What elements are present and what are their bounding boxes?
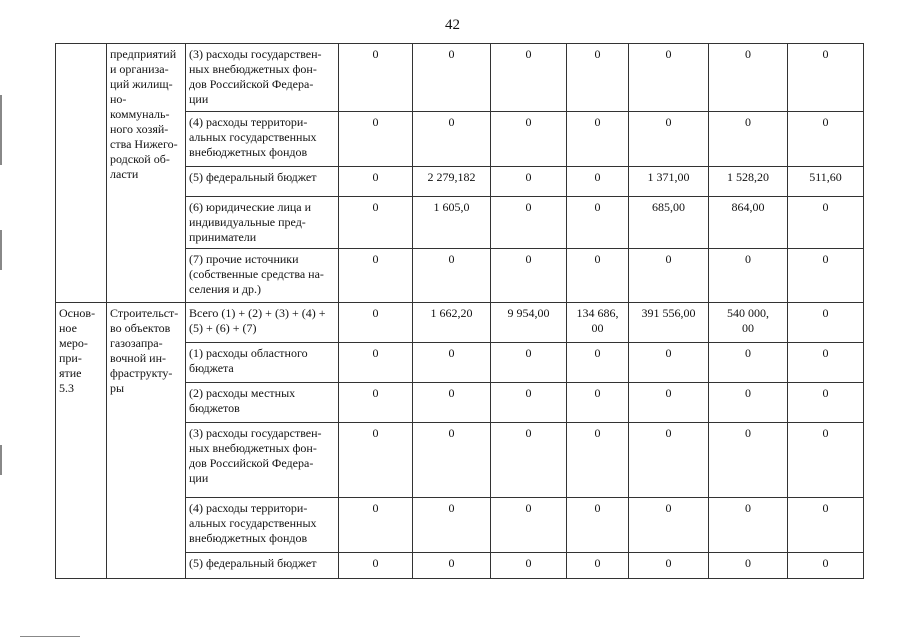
funding-source-cell: (4) расходы территори- альных государственных внебюджетных фондов [186,498,339,553]
scan-edge-mark [0,95,2,165]
amount-cell: 134 686, 00 [567,303,629,343]
amount-cell: 0 [491,383,567,423]
amount-cell: 0 [709,112,788,167]
amount-cell: 391 556,00 [629,303,709,343]
amount-cell: 1 528,20 [709,167,788,197]
amount-cell: 0 [567,249,629,303]
amount-cell: 0 [567,423,629,498]
amount-cell: 0 [491,553,567,579]
measure-name-cell: предприятий и организа- ций жилищ- но- коммуналь- ного хозяй- ства Нижего- родской об- ласти [107,44,186,303]
amount-cell: 0 [629,44,709,112]
amount-cell: 0 [339,553,413,579]
amount-cell: 0 [629,343,709,383]
amount-cell: 0 [567,553,629,579]
measure-name-cell: Строительст- во объектов газозапра- вочной ин- фраструкту- ры [107,303,186,579]
amount-cell: 0 [788,249,864,303]
amount-cell: 0 [788,112,864,167]
amount-cell: 0 [491,167,567,197]
amount-cell: 0 [788,383,864,423]
amount-cell: 0 [491,343,567,383]
amount-cell: 0 [709,498,788,553]
amount-cell: 0 [339,343,413,383]
amount-cell: 0 [413,423,491,498]
amount-cell: 0 [567,383,629,423]
scan-edge-mark [0,230,2,270]
amount-cell: 0 [709,423,788,498]
amount-cell: 0 [788,553,864,579]
amount-cell: 0 [413,498,491,553]
funding-source-cell: (7) прочие источники (собственные средства на- селения и др.) [186,249,339,303]
amount-cell: 0 [567,44,629,112]
amount-cell: 9 954,00 [491,303,567,343]
amount-cell: 0 [339,112,413,167]
amount-cell: 0 [339,498,413,553]
amount-cell: 1 662,20 [413,303,491,343]
amount-cell: 685,00 [629,197,709,249]
amount-cell: 0 [629,498,709,553]
funding-source-cell: (3) расходы государствен- ных внебюджетных фон- дов Российской Федера- ции [186,44,339,112]
scan-edge-mark [0,445,2,475]
amount-cell: 540 000, 00 [709,303,788,343]
amount-cell: 2 279,182 [413,167,491,197]
amount-cell: 0 [339,303,413,343]
table-row [56,44,864,112]
amount-cell: 0 [788,44,864,112]
funding-source-cell: (5) федеральный бюджет [186,167,339,197]
measure-id-cell: Основ- ное меро- при- ятие 5.3 [56,303,107,579]
amount-cell: 864,00 [709,197,788,249]
amount-cell: 0 [629,383,709,423]
amount-cell: 0 [567,112,629,167]
amount-cell: 0 [788,498,864,553]
amount-cell: 0 [709,44,788,112]
funding-source-cell: (6) юридические лица и индивидуальные пред- приниматели [186,197,339,249]
amount-cell: 0 [413,249,491,303]
amount-cell: 0 [413,553,491,579]
page-number: 42 [445,17,460,33]
funding-source-cell: (2) расходы местных бюджетов [186,383,339,423]
amount-cell: 0 [788,303,864,343]
amount-cell: 0 [339,383,413,423]
amount-cell: 0 [709,553,788,579]
amount-cell: 0 [491,249,567,303]
amount-cell: 0 [629,423,709,498]
amount-cell: 0 [413,343,491,383]
amount-cell: 1 605,0 [413,197,491,249]
budget-table-body [56,44,864,579]
amount-cell: 0 [788,343,864,383]
amount-cell: 0 [339,197,413,249]
amount-cell: 0 [491,44,567,112]
amount-cell: 0 [339,44,413,112]
amount-cell: 0 [567,167,629,197]
funding-source-cell: (1) расходы областного бюджета [186,343,339,383]
amount-cell: 0 [709,383,788,423]
amount-cell: 0 [491,197,567,249]
amount-cell: 0 [629,553,709,579]
amount-cell: 0 [567,343,629,383]
amount-cell: 0 [709,249,788,303]
funding-source-cell: Всего (1) + (2) + (3) + (4) + (5) + (6) + (7) [186,303,339,343]
funding-source-cell: (5) федеральный бюджет [186,553,339,579]
amount-cell: 0 [413,112,491,167]
amount-cell: 0 [788,423,864,498]
budget-table [55,43,864,579]
amount-cell: 0 [491,498,567,553]
funding-source-cell: (3) расходы государствен- ных внебюджетных фон- дов Российской Федера- ции [186,423,339,498]
amount-cell: 0 [491,112,567,167]
amount-cell: 511,60 [788,167,864,197]
amount-cell: 1 371,00 [629,167,709,197]
amount-cell: 0 [339,167,413,197]
funding-source-cell: (4) расходы территори- альных государственных внебюджетных фондов [186,112,339,167]
scan-edge-mark [20,636,80,637]
amount-cell: 0 [491,423,567,498]
amount-cell: 0 [413,383,491,423]
amount-cell: 0 [709,343,788,383]
amount-cell: 0 [413,44,491,112]
table-row [56,303,864,343]
amount-cell: 0 [567,498,629,553]
measure-id-cell [56,44,107,303]
amount-cell: 0 [567,197,629,249]
amount-cell: 0 [629,112,709,167]
amount-cell: 0 [629,249,709,303]
amount-cell: 0 [339,249,413,303]
amount-cell: 0 [339,423,413,498]
amount-cell: 0 [788,197,864,249]
